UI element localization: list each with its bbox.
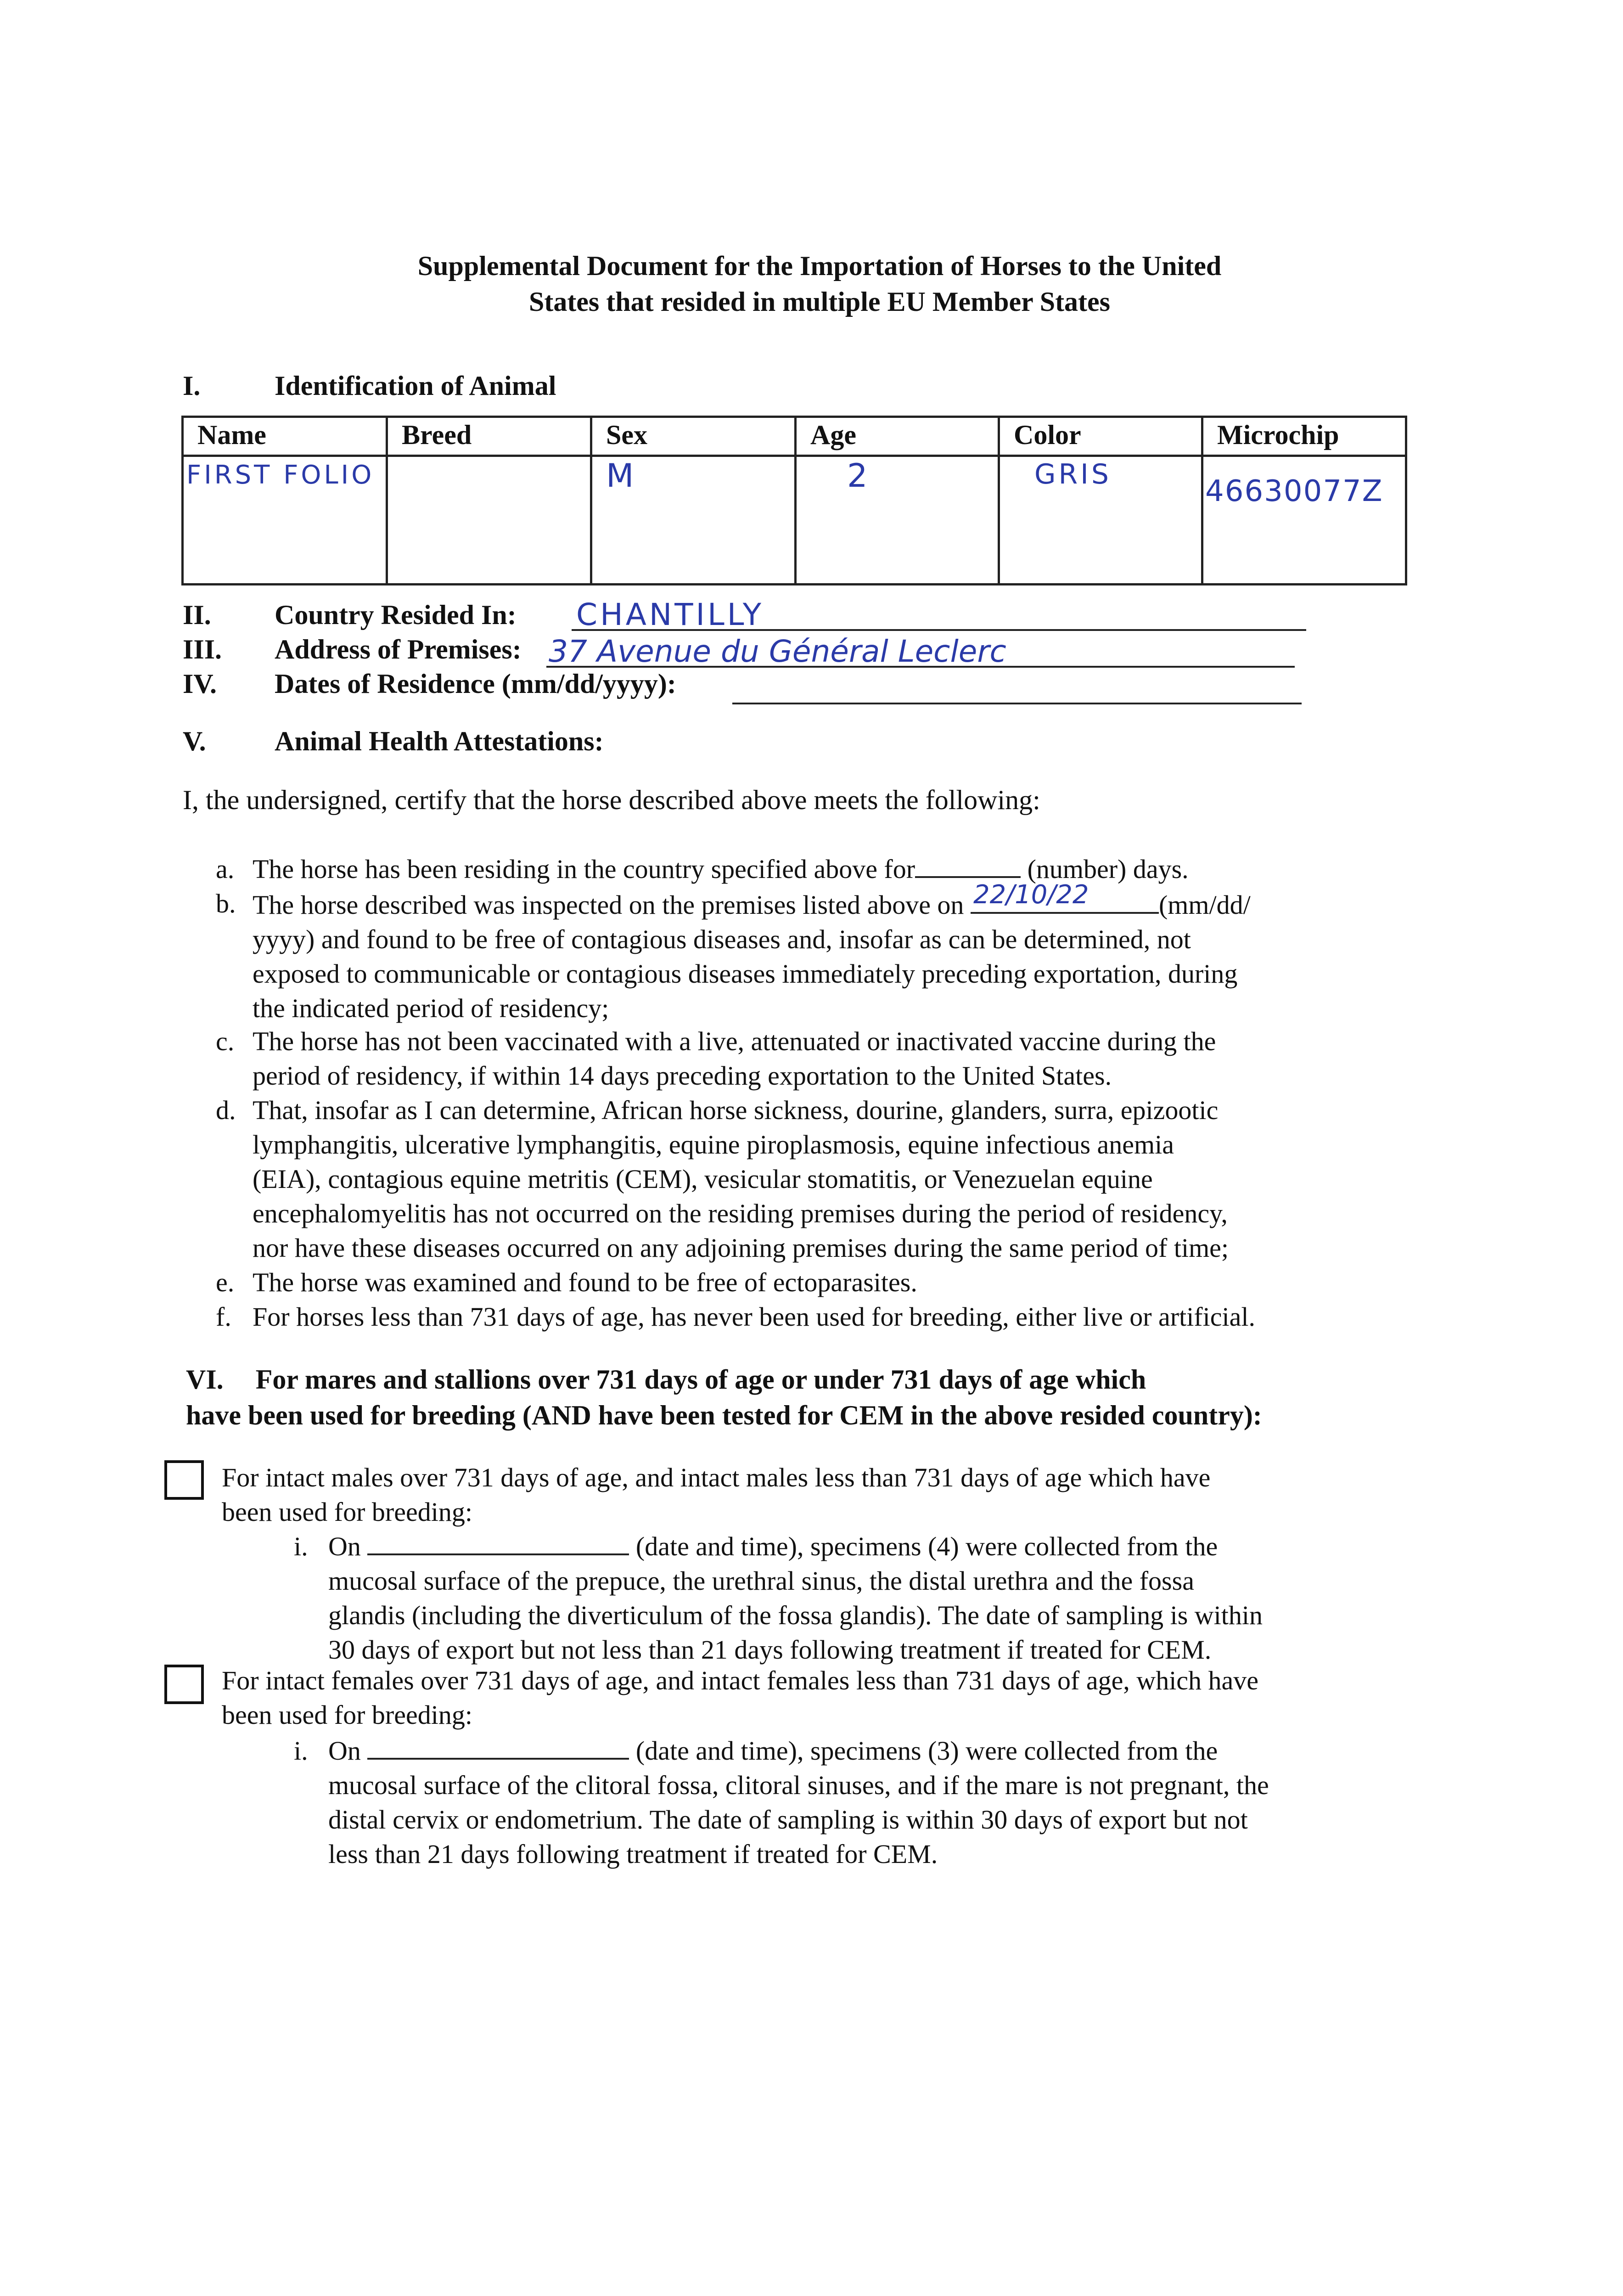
attestation-c-line-2: period of residency, if within 14 days preceding exportation to the United States.: [253, 1061, 1112, 1091]
attestation-c-line-1: The horse has not been vaccinated with a live, attenuated or inactivated vaccine during the: [253, 1026, 1216, 1056]
header-name: Name: [183, 417, 387, 456]
intact-females-i-line-3: distal cervix or endometrium. The date of sampling is within 30 days of export but not: [328, 1805, 1248, 1835]
section-6-heading-line-1: For mares and stallions over 731 days of age or under 731 days of age which: [255, 1364, 1146, 1395]
section-4-number: IV.: [183, 669, 217, 699]
section-1-heading: Identification of Animal: [275, 371, 556, 401]
attestation-a-post: (number) days.: [1027, 854, 1189, 884]
attestation-e-label: e.: [216, 1267, 235, 1297]
attestation-e-line-1: The horse was examined and found to be free of ectoparasites.: [253, 1267, 917, 1297]
attestation-b: [216, 880, 1446, 1025]
intact-females-i-line-2: mucosal surface of the clitoral fossa, clitoral sinuses, and if the mare is not pregnant, the: [328, 1770, 1269, 1800]
attestation-d-line-3: (EIA), contagious equine metritis (CEM), vesicular stomatitis, or Venezuelan equine: [253, 1164, 1153, 1194]
section-3-number: III.: [183, 634, 222, 664]
intact-females-i-pre: On: [328, 1736, 361, 1766]
value-color: GRIS: [1034, 458, 1112, 490]
cell-name[interactable]: [183, 456, 387, 585]
header-sex: Sex: [591, 417, 796, 456]
attestation-a-pre: The horse has been residing in the country specified above for: [253, 854, 915, 884]
header-color: Color: [999, 417, 1202, 456]
intact-females-i-post: (date and time), specimens (3) were collected from the: [635, 1736, 1218, 1766]
males-collection-date-field[interactable]: [367, 1531, 629, 1555]
attestation-f-label: f.: [216, 1302, 231, 1332]
attestation-d-line-5: nor have these diseases occurred on any adjoining premises during the same period of time;: [253, 1233, 1229, 1263]
cell-breed[interactable]: [387, 456, 591, 585]
header-breed: Breed: [387, 417, 591, 456]
title-line-2: States that resided in multiple EU Member States: [528, 287, 1111, 317]
country-field[interactable]: [572, 597, 1306, 631]
value-name: FIRST FOLIO: [186, 460, 375, 490]
attestation-c-label: c.: [216, 1026, 235, 1056]
intact-males-line-2: been used for breeding:: [222, 1497, 472, 1527]
certification-intro: I, the undersigned, certify that the horse described above meets the following:: [183, 785, 1040, 815]
address-field[interactable]: [546, 634, 1295, 668]
intact-females-line-2: been used for breeding:: [222, 1700, 472, 1730]
attestation-b-pre: The horse described was inspected on the premises listed above on: [253, 890, 964, 920]
header-microchip: Microchip: [1202, 417, 1406, 456]
header-age: Age: [796, 417, 999, 456]
attestation-d-label: d.: [216, 1095, 236, 1125]
country-value: CHANTILLY: [576, 597, 764, 632]
cell-microchip[interactable]: [1202, 456, 1406, 585]
title-line-1: Supplemental Document for the Importation of Horses to the United: [417, 251, 1222, 281]
intact-males-item-i: [294, 1529, 1430, 1667]
intact-males-block: [222, 1460, 1461, 1529]
attestation-c: [216, 1024, 1446, 1093]
intact-males-i-line-4: 30 days of export but not less than 21 days following treatment if treated for CEM.: [328, 1635, 1212, 1665]
attestation-b-line-2: yyyy) and found to be free of contagious diseases and, insofar as can be determined, not: [253, 924, 1191, 954]
intact-females-i-line-4: less than 21 days following treatment if treated for CEM.: [328, 1839, 938, 1869]
intact-females-checkbox[interactable]: [164, 1665, 204, 1704]
cell-color[interactable]: [999, 456, 1202, 585]
intact-females-line-1: For intact females over 731 days of age, and intact females less than 731 days of age, which have: [222, 1666, 1259, 1695]
attestation-b-line-3: exposed to communicable or contagious diseases immediately preceding exportation, during: [253, 959, 1238, 989]
intact-males-checkbox[interactable]: [164, 1460, 204, 1500]
females-collection-date-field[interactable]: [367, 1735, 629, 1760]
attestation-a-label: a.: [216, 854, 235, 884]
section-5-number: V.: [183, 726, 206, 756]
attestation-b-line-4: the indicated period of residency;: [253, 993, 609, 1023]
section-2-number: II.: [183, 600, 211, 630]
cell-age[interactable]: [796, 456, 999, 585]
attestation-f-line-1: For horses less than 731 days of age, has never been used for breeding, either live or artificial.: [253, 1302, 1255, 1332]
section-6-heading-line-2: have been used for breeding (AND have been tested for CEM in the above resided country):: [186, 1400, 1262, 1430]
residing-days-field[interactable]: [915, 853, 1021, 878]
attestation-d-line-1: That, insofar as I can determine, African horse sickness, dourine, glanders, surra, epizootic: [253, 1095, 1219, 1125]
intact-males-i-line-2: mucosal surface of the prepuce, the urethral sinus, the distal urethra and the fossa: [328, 1566, 1194, 1596]
intact-males-i-label: i.: [294, 1531, 308, 1561]
value-microchip: 46630077Z: [1205, 474, 1383, 508]
attestation-e: [216, 1265, 1446, 1300]
address-value: 37 Avenue du Général Leclerc: [549, 634, 1006, 669]
intact-females-block: [222, 1663, 1484, 1732]
value-sex: M: [606, 457, 634, 495]
document-title: [0, 248, 1623, 320]
section-1-number: I.: [183, 371, 201, 401]
table-value-row: [183, 456, 1406, 585]
intact-females-i-label: i.: [294, 1736, 308, 1766]
attestation-a: [216, 852, 1446, 886]
attestation-b-post: (mm/dd/: [1158, 890, 1251, 920]
attestation-f: [216, 1300, 1446, 1334]
intact-males-line-1: For intact males over 731 days of age, and intact males less than 731 days of age which have: [222, 1463, 1211, 1492]
identification-table: [181, 416, 1407, 585]
section-4-label: Dates of Residence (mm/dd/yyyy):: [275, 669, 676, 699]
dates-of-residence-field[interactable]: [732, 670, 1302, 704]
cell-sex[interactable]: [591, 456, 796, 585]
table-header-row: [183, 417, 1406, 456]
section-5-heading: Animal Health Attestations:: [275, 726, 604, 756]
inspection-date-field[interactable]: [971, 880, 1159, 914]
value-age: 2: [847, 457, 868, 495]
section-6-heading: [186, 1362, 1563, 1433]
attestation-d: [216, 1093, 1446, 1265]
attestation-d-line-4: encephalomyelitis has not occurred on the residing premises during the period of residency,: [253, 1199, 1228, 1228]
section-2-label: Country Resided In:: [275, 600, 517, 630]
intact-males-i-pre: On: [328, 1531, 361, 1561]
section-3-label: Address of Premises:: [275, 634, 522, 664]
inspection-date-value: 22/10/22: [973, 880, 1089, 910]
intact-females-item-i: [294, 1733, 1430, 1871]
intact-males-i-line-3: glandis (including the diverticulum of the fossa glandis). The date of sampling is within: [328, 1600, 1263, 1630]
intact-males-i-post: (date and time), specimens (4) were collected from the: [635, 1531, 1218, 1561]
attestation-b-label: b.: [216, 889, 236, 918]
attestation-d-line-2: lymphangitis, ulcerative lymphangitis, equine piroplasmosis, equine infectious anemia: [253, 1130, 1174, 1159]
section-6-number: VI.: [186, 1364, 224, 1395]
